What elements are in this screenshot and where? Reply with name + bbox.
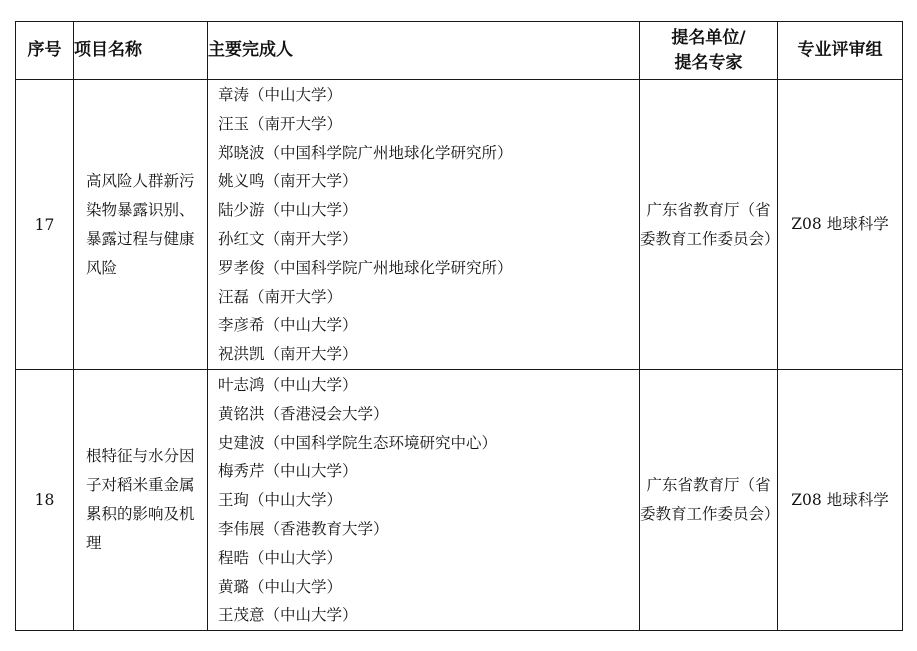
contributor-item: 郑晓波（中国科学院广州地球化学研究所） — [218, 143, 513, 162]
row-project-name: 根特征与水分因子对稻米重金属累积的影响及机理 — [74, 370, 208, 631]
table-row — [16, 370, 903, 631]
row-project-name: 高风险人群新污染物暴露识别、暴露过程与健康风险 — [74, 80, 208, 370]
contributor-item: 叶志鸿（中山大学） — [218, 376, 358, 394]
contributor-item: 黄璐（中山大学） — [218, 577, 343, 596]
contributor-item: 孙红文（南开大学） — [218, 230, 358, 248]
table-header-row — [16, 22, 903, 80]
contributor-item: 汪磊（南开大学） — [218, 287, 343, 306]
table-row — [16, 80, 903, 370]
contributor-item: 罗孝俊（中国科学院广州地球化学研究所） — [218, 258, 513, 277]
header-main-contributors: 主要完成人 — [208, 22, 640, 80]
contributor-item: 王茂意（中山大学） — [218, 606, 358, 625]
row-review-group: Z08 地球科学 — [778, 80, 903, 370]
header-serial-number: 序号 — [16, 22, 74, 80]
contributor-item: 王珣（中山大学） — [218, 491, 343, 510]
contributor-list — [218, 370, 639, 630]
row-review-group: Z08 地球科学 — [778, 370, 903, 631]
contributor-item: 祝洪凯（南开大学） — [218, 345, 358, 364]
row-contributors — [208, 80, 640, 370]
row-nominating-unit: 广东省教育厅（省委教育工作委员会） — [640, 80, 778, 370]
contributor-item: 陆少游（中山大学） — [218, 201, 358, 220]
contributor-item: 李伟展（香港教育大学） — [218, 519, 389, 538]
contributor-item: 章涛（中山大学） — [218, 86, 343, 105]
row-contributors — [208, 370, 640, 631]
contributor-item: 汪玉（南开大学） — [218, 114, 343, 133]
header-nominating-unit-line1: 提名单位/ — [671, 27, 746, 48]
contributor-item: 姚义鸣（南开大学） — [218, 172, 358, 191]
row-serial-number: 17 — [16, 80, 74, 370]
header-nominating-unit-line2: 提名专家 — [674, 52, 743, 73]
contributor-item: 程晧（中山大学） — [218, 548, 343, 567]
contributor-item: 李彦希（中山大学） — [218, 316, 358, 335]
contributor-list — [218, 80, 639, 369]
contributor-item: 梅秀芹（中山大学） — [218, 462, 358, 481]
row-serial-number: 18 — [16, 370, 74, 631]
header-nominating-unit — [640, 22, 778, 80]
header-review-group: 专业评审组 — [778, 22, 903, 80]
awards-table — [15, 21, 903, 631]
contributor-item: 史建波（中国科学院生态环境研究中心） — [218, 433, 498, 452]
header-project-name: 项目名称 — [74, 22, 208, 80]
row-nominating-unit: 广东省教育厅（省委教育工作委员会） — [640, 370, 778, 631]
contributor-item: 黄铭洪（香港浸会大学） — [218, 404, 389, 423]
